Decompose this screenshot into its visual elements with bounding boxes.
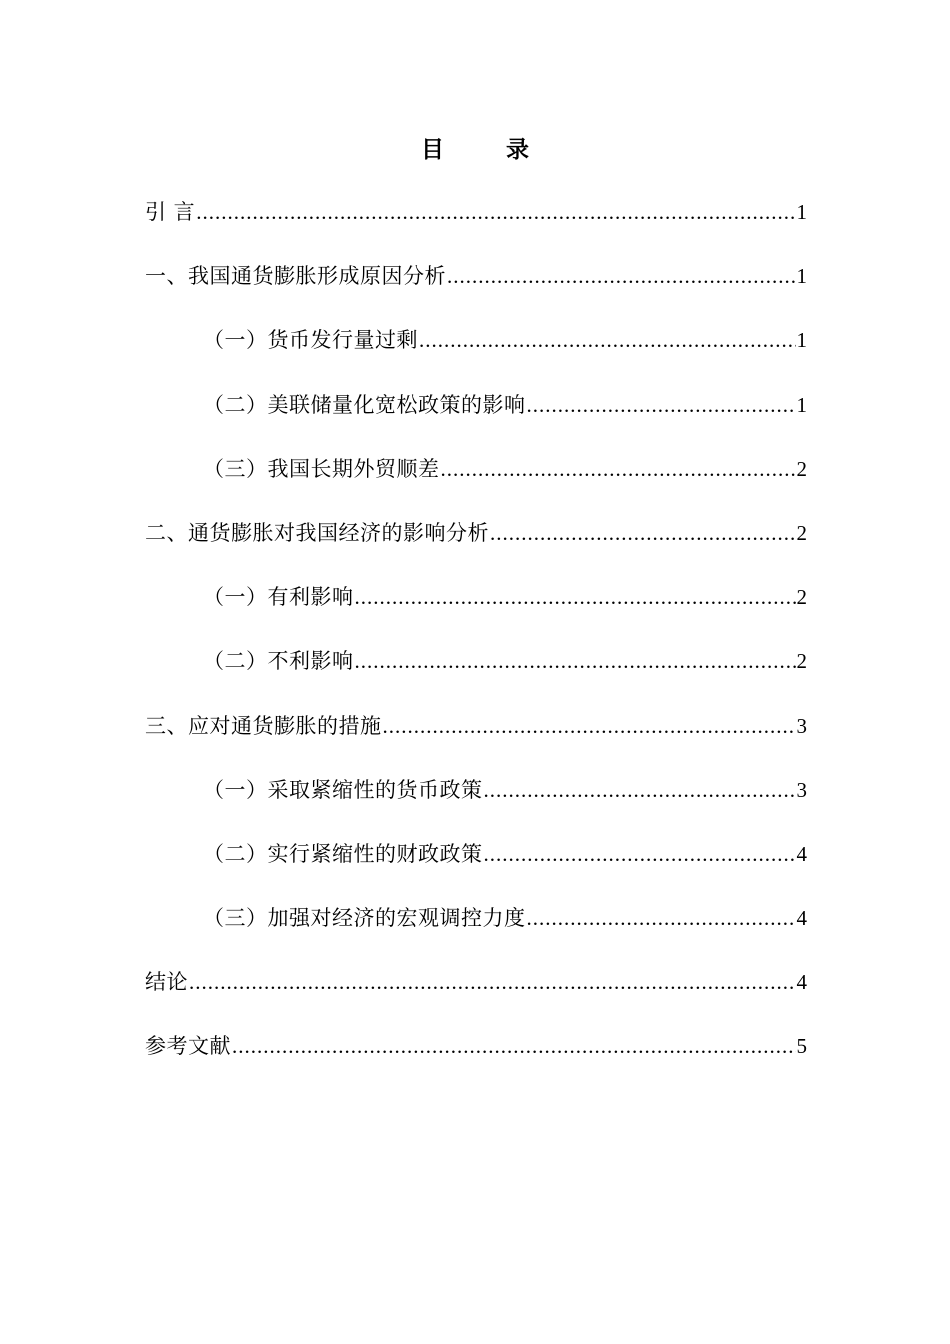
toc-entry-label: （三）加强对经济的宏观调控力度: [203, 906, 526, 931]
toc-entry-section-3[interactable]: [145, 708, 807, 772]
toc-entry-label: （三）我国长期外贸顺差: [203, 456, 440, 481]
toc-entry-page: 1: [796, 200, 807, 224]
toc-list: [145, 194, 807, 1093]
toc-entry-section-3-1[interactable]: [145, 772, 807, 836]
toc-entry-page: 4: [796, 970, 807, 995]
dot-leader: [189, 964, 796, 1000]
toc-entry-label: 结论: [145, 970, 188, 995]
toc-entry-page: 4: [796, 841, 807, 866]
toc-entry-label: 引 言: [145, 200, 196, 224]
dot-leader: [383, 708, 796, 744]
toc-entry-page: 5: [796, 1034, 807, 1059]
dot-leader: [484, 772, 796, 808]
toc-entry-label: 一、我国通货膨胀形成原因分析: [145, 264, 446, 289]
dot-leader: [527, 900, 796, 936]
dot-leader: [355, 643, 796, 679]
toc-entry-section-1-2[interactable]: [145, 387, 807, 451]
toc-entry-label: （二）不利影响: [203, 649, 354, 674]
toc-entry-conclusion[interactable]: [145, 964, 807, 1028]
toc-entry-page: 2: [796, 456, 807, 481]
toc-entry-section-1-1[interactable]: [145, 322, 807, 386]
toc-entry-page: 4: [796, 906, 807, 931]
dot-leader: [527, 387, 796, 423]
toc-title: [0, 130, 950, 170]
toc-entry-label: （一）有利影响: [203, 585, 354, 610]
toc-entry-page: 2: [796, 520, 807, 545]
toc-entry-introduction[interactable]: [145, 194, 807, 258]
toc-entry-label: 二、通货膨胀对我国经济的影响分析: [145, 520, 489, 545]
toc-entry-page: 3: [796, 713, 807, 738]
toc-entry-page: 1: [796, 328, 807, 353]
toc-entry-label: 三、应对通货膨胀的措施: [145, 713, 382, 738]
toc-entry-label: （一）采取紧缩性的货币政策: [203, 777, 483, 802]
toc-entry-section-2[interactable]: [145, 515, 807, 579]
toc-entry-page: 1: [796, 392, 807, 417]
toc-entry-section-1-3[interactable]: [145, 451, 807, 515]
dot-leader: [484, 836, 796, 872]
toc-entry-section-2-1[interactable]: [145, 579, 807, 643]
toc-title-right: 录: [506, 137, 529, 163]
dot-leader: [196, 194, 795, 230]
dot-leader: [441, 451, 796, 487]
toc-entry-references[interactable]: [145, 1028, 807, 1092]
toc-entry-section-3-2[interactable]: [145, 836, 807, 900]
dot-leader: [490, 515, 796, 551]
toc-entry-section-1[interactable]: [145, 258, 807, 322]
toc-entry-label: （一）货币发行量过剩: [203, 328, 418, 353]
toc-entry-section-2-2[interactable]: [145, 643, 807, 707]
dot-leader: [232, 1028, 796, 1064]
toc-entry-section-3-3[interactable]: [145, 900, 807, 964]
toc-entry-label: （二）实行紧缩性的财政政策: [203, 841, 483, 866]
dot-leader: [419, 322, 796, 358]
toc-title-left: 目: [421, 137, 444, 163]
dot-leader: [447, 258, 796, 294]
toc-entry-page: 2: [796, 649, 807, 674]
toc-entry-label: （二）美联储量化宽松政策的影响: [203, 392, 526, 417]
toc-entry-page: 1: [796, 264, 807, 289]
toc-entry-label: 参考文献: [145, 1034, 231, 1059]
toc-entry-page: 3: [796, 777, 807, 802]
toc-entry-page: 2: [796, 585, 807, 610]
dot-leader: [355, 579, 796, 615]
